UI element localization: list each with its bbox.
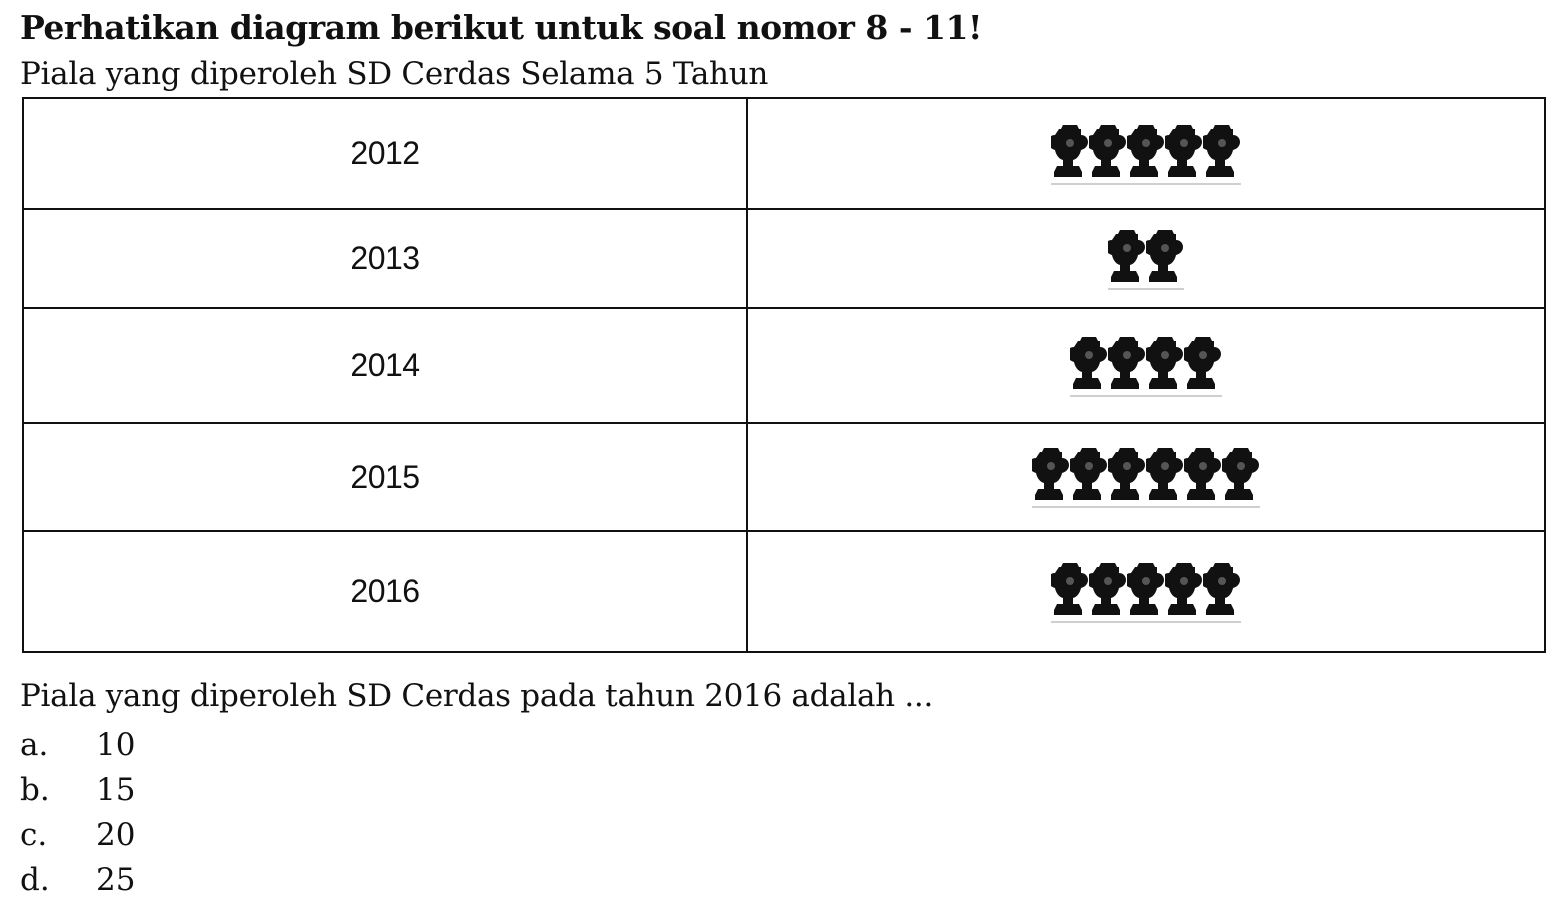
question-text: Piala yang diperoleh SD Cerdas pada tahun 2016 adalah ... xyxy=(20,678,934,714)
diagram-title: Piala yang diperoleh SD Cerdas Selama 5 Tahun xyxy=(20,56,769,92)
year-cell: 2014 xyxy=(23,308,747,423)
table-row xyxy=(23,423,1545,531)
trophy-icon xyxy=(1127,561,1165,619)
trophy-icon xyxy=(1089,123,1127,181)
trophy-icon xyxy=(1203,561,1241,619)
trophy-icon xyxy=(1108,446,1146,504)
option-letter: d. xyxy=(20,861,50,898)
trophy-cell xyxy=(747,308,1545,423)
trophy-icon xyxy=(1070,335,1108,393)
option-a[interactable] xyxy=(20,722,135,767)
trophy-icon xyxy=(1070,446,1108,504)
option-value: 20 xyxy=(96,816,136,853)
trophy-icon xyxy=(1127,123,1165,181)
trophy-cell xyxy=(747,531,1545,652)
page-title: Perhatikan diagram berikut untuk soal nomor 8 - 11! xyxy=(20,8,982,47)
trophy-icon xyxy=(1165,123,1203,181)
option-d[interactable] xyxy=(20,857,135,902)
option-letter: c. xyxy=(20,816,48,853)
option-letter: b. xyxy=(20,771,50,808)
trophy-icon xyxy=(1184,335,1222,393)
year-cell: 2013 xyxy=(23,209,747,308)
trophy-icon xyxy=(1051,561,1089,619)
trophy-icon xyxy=(1165,561,1203,619)
option-letter: a. xyxy=(20,726,49,763)
pictogram-table xyxy=(22,97,1546,653)
option-value: 25 xyxy=(96,861,136,898)
trophy-cell xyxy=(747,423,1545,531)
answer-options xyxy=(20,722,135,902)
option-c[interactable] xyxy=(20,812,135,857)
option-value: 15 xyxy=(96,771,136,808)
table-row xyxy=(23,531,1545,652)
trophy-cell xyxy=(747,98,1545,209)
trophy-icon xyxy=(1108,335,1146,393)
trophy-icon xyxy=(1108,228,1146,286)
year-cell: 2016 xyxy=(23,531,747,652)
trophy-icon xyxy=(1051,123,1089,181)
trophy-icon xyxy=(1146,335,1184,393)
table-row xyxy=(23,209,1545,308)
year-cell: 2012 xyxy=(23,98,747,209)
table-row xyxy=(23,308,1545,423)
trophy-icon xyxy=(1184,446,1222,504)
option-value: 10 xyxy=(96,726,136,763)
trophy-icon xyxy=(1032,446,1070,504)
trophy-icon xyxy=(1146,228,1184,286)
trophy-cell xyxy=(747,209,1545,308)
year-cell: 2015 xyxy=(23,423,747,531)
trophy-icon xyxy=(1203,123,1241,181)
table-row xyxy=(23,98,1545,209)
trophy-icon xyxy=(1222,446,1260,504)
trophy-icon xyxy=(1146,446,1184,504)
option-b[interactable] xyxy=(20,767,135,812)
trophy-icon xyxy=(1089,561,1127,619)
